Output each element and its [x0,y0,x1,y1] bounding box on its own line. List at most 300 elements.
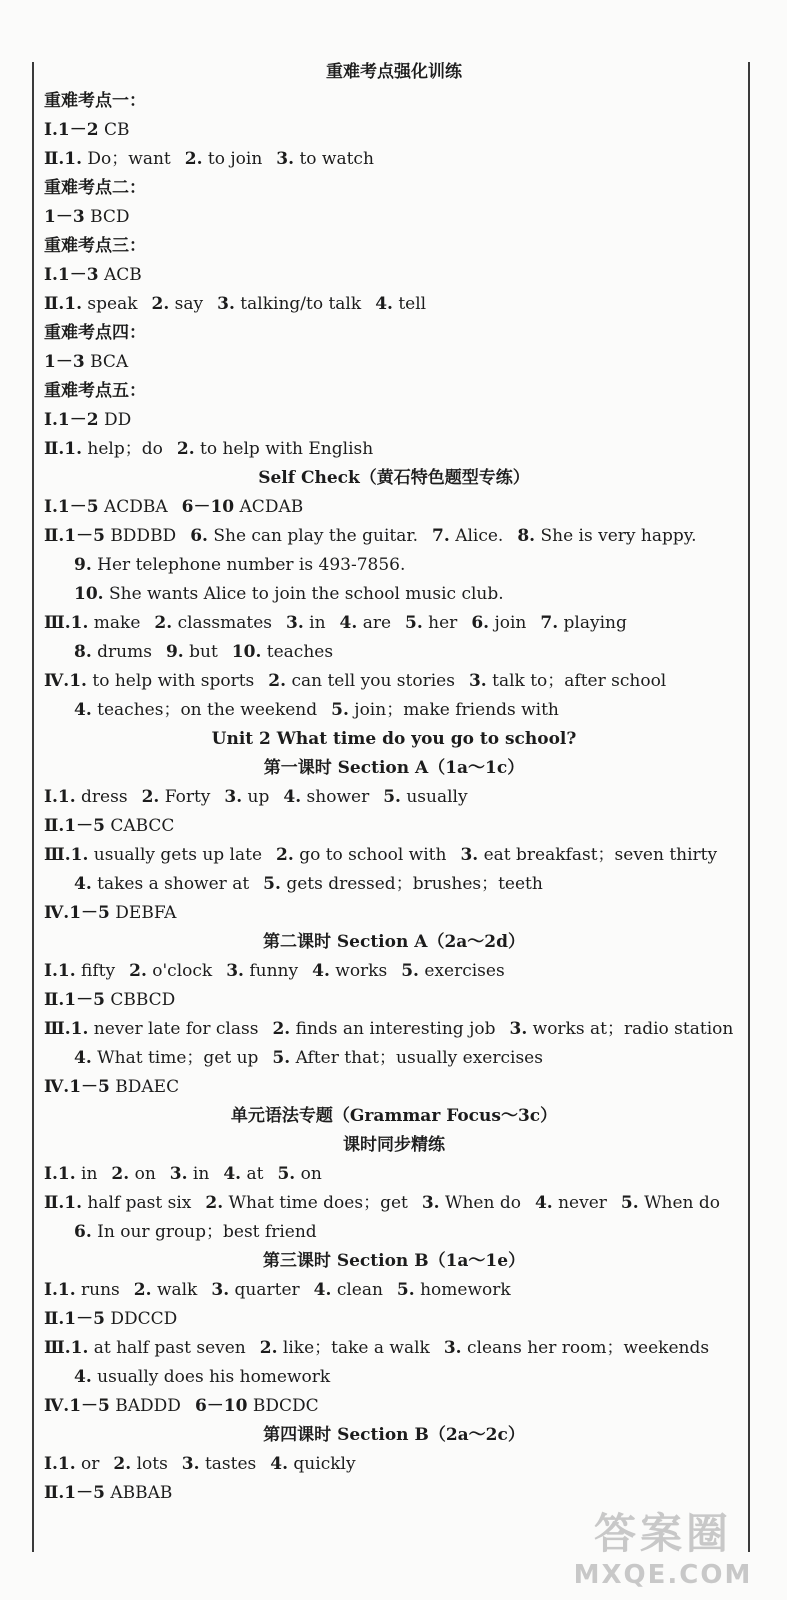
answer-continuation-line [74,1218,744,1247]
answer-text: clean [336,1280,383,1300]
question-number: 2. [276,845,294,865]
answer-item [540,609,626,638]
answer-text: teaches；on the weekend [97,700,318,720]
answer-text: gets dressed；brushes；teeth [286,874,543,894]
answer-item [432,522,503,551]
question-number: 3. [181,1454,200,1474]
question-number: 6. [190,526,208,546]
answer-continuation-line [74,1044,744,1073]
answer-text: in [81,1164,98,1184]
answer-text: In our group；best friend [97,1222,317,1242]
key-point-heading: 重难考点一： [44,91,146,111]
answer-text: never [558,1193,607,1213]
answer-text: usually does his homework [97,1367,331,1387]
question-number: 4. [270,1454,289,1474]
answer-text: walk [156,1280,198,1300]
question-number: 4. [74,1367,92,1387]
answer-item [283,783,369,812]
answer-item [44,1479,172,1508]
answer-line [44,522,744,551]
answer-text: takes a shower at [97,874,250,894]
answer-text: BDCDC [252,1396,319,1416]
answer-item [383,783,467,812]
question-number: 3. [224,787,243,807]
answer-item [44,899,176,928]
answer-item [182,1450,256,1479]
question-number: Ⅱ.1. [44,294,82,314]
answer-text: runs [81,1280,120,1300]
answer-item [397,1276,511,1305]
section-heading: 重难考点强化训练 [326,62,462,82]
question-number: 5. [396,1280,415,1300]
answer-item [129,957,212,986]
answer-item [314,1276,383,1305]
answer-text: at half past seven [93,1338,246,1358]
answer-item [422,1189,521,1218]
answer-text: ACB [103,265,142,285]
answer-item [44,783,128,812]
question-number: Ⅰ.1. [44,1280,76,1300]
answer-item [74,580,504,609]
question-number: Ⅳ.1－5 [44,1077,110,1097]
answer-item [134,1276,198,1305]
answer-line [44,1305,744,1334]
answer-item [152,290,204,319]
answer-item [74,696,317,725]
section-heading: 单元语法专题（Grammar Focus～3c） [230,1106,558,1126]
answer-text: can tell you stories [291,671,455,691]
answer-continuation-line [74,580,744,609]
answer-item [401,957,504,986]
section-heading: 课时同步精练 [343,1135,445,1155]
answer-text: playing [563,613,627,633]
question-number: 4. [74,874,92,894]
answer-item [182,493,304,522]
answer-item [312,957,387,986]
question-number: Ⅰ.1－2 [44,410,99,430]
section-heading: 第二课时 Section A（2a～2d） [262,932,526,952]
answer-text: lots [136,1454,168,1474]
answer-item [44,1189,191,1218]
answer-line [44,841,744,870]
question-number: Ⅱ.1－5 [44,1309,105,1329]
answer-item [469,667,666,696]
question-number: 5. [331,700,349,720]
answer-item [44,1305,177,1334]
answer-line [44,261,744,290]
answer-text: works at；radio station [532,1019,734,1039]
answer-continuation-line [74,870,744,899]
question-number: Ⅰ.1. [44,787,76,807]
answer-item [260,1334,430,1363]
answer-item [263,870,543,899]
answer-text: tell [398,294,427,314]
answer-item [177,435,373,464]
question-number: 2. [259,1338,278,1358]
answer-text: What time does；get [228,1193,408,1213]
answer-line [44,1276,744,1305]
question-number: 4. [283,787,302,807]
question-number: 2. [111,1164,130,1184]
answer-item [44,812,174,841]
question-number: 5. [405,613,423,633]
answer-text: shower [306,787,370,807]
answer-line [44,812,744,841]
question-number: Ⅳ.1－5 [44,1396,110,1416]
answer-item [44,1015,258,1044]
answer-text: to join [207,149,263,169]
answer-text: help；do [87,439,163,459]
answer-text: dress [81,787,128,807]
answer-text: like；take a walk [282,1338,430,1358]
question-number: 9. [165,642,184,662]
answer-text: CB [103,120,130,140]
answer-text: What time；get up [97,1048,259,1068]
question-number: Ⅲ.1. [44,1338,89,1358]
answer-text: CABCC [110,816,175,836]
answer-continuation-line [74,638,744,667]
answer-line [44,145,744,174]
section-heading: 第一课时 Section A（1a～1c） [263,758,525,778]
answer-item [211,1276,299,1305]
answer-item [44,290,138,319]
answer-text: Alice. [455,526,504,546]
question-number: 3. [226,961,244,981]
question-number: 2. [154,613,173,633]
question-number: 5. [263,874,281,894]
answer-text: quickly [293,1454,356,1474]
answer-line [44,203,744,232]
question-number: Ⅱ.1. [44,439,82,459]
answer-text: in [192,1164,210,1184]
answer-line [44,348,744,377]
answer-item [44,841,262,870]
answer-text: BADDD [115,1396,181,1416]
answer-item [44,116,129,145]
question-number: 2. [176,439,195,459]
answer-item [142,783,211,812]
answer-item [276,145,374,174]
question-number: Ⅰ.1－2 [44,120,99,140]
answer-text: to help with English [200,439,374,459]
answer-item [44,957,115,986]
question-number: 2. [205,1193,224,1213]
answer-item [195,1392,319,1421]
answer-item [44,1160,97,1189]
answer-item [224,783,269,812]
answer-item [44,667,254,696]
key-point-heading: 重难考点五： [44,381,146,401]
answer-item [621,1189,720,1218]
question-number: 5. [620,1193,639,1213]
answer-item [223,1160,263,1189]
answer-text: BDAEC [115,1077,180,1097]
question-number: 2. [184,149,203,169]
answer-text: tastes [204,1454,257,1474]
key-point-heading: 重难考点二： [44,178,146,198]
question-number: 8. [74,642,92,662]
question-number: 1－3 [44,352,85,372]
answer-item [44,609,140,638]
answer-item [44,435,163,464]
question-number: 5. [401,961,419,981]
answer-item [44,986,175,1015]
answer-item [277,1160,321,1189]
answer-item [331,696,559,725]
answer-item [205,1189,407,1218]
answer-text: Do；want [87,149,171,169]
question-number: Ⅱ.1. [44,149,82,169]
answer-item [74,638,152,667]
answer-item [226,957,298,986]
answer-text: make [93,613,141,633]
question-number: 3. [421,1193,440,1213]
answer-item [185,145,263,174]
question-number: 3. [285,613,304,633]
answer-item [166,638,218,667]
answer-continuation-line [74,696,744,725]
question-number: 6. [74,1222,92,1242]
answer-item [44,1276,120,1305]
question-number: Ⅰ.1. [44,961,76,981]
answer-text: never late for class [93,1019,259,1039]
question-number: Ⅱ.1－5 [44,990,105,1010]
question-number: 8. [517,526,536,546]
question-number: Ⅱ.1－5 [44,1483,105,1503]
answer-item [471,609,526,638]
answer-item [272,1015,495,1044]
answer-item [272,1044,543,1073]
answer-text: join；make friends with [354,700,559,720]
answer-item [44,1392,181,1421]
answer-item [44,261,142,290]
question-number: 2. [151,294,170,314]
answer-item [268,667,455,696]
answer-line [44,1073,744,1102]
answer-item [190,522,418,551]
answer-text: After that；usually exercises [295,1048,543,1068]
question-number: Ⅰ.1. [44,1454,76,1474]
question-number: Ⅱ.1－5 [44,526,105,546]
answer-text: are [362,613,392,633]
question-number: 3. [460,845,479,865]
question-number: 7. [432,526,450,546]
answer-text: join [494,613,527,633]
answer-continuation-line [74,551,744,580]
question-number: 1－3 [44,207,85,227]
answer-line [44,493,744,522]
answer-line [44,435,744,464]
answer-item [74,1363,330,1392]
answer-item [44,1073,179,1102]
answer-line [44,290,744,319]
question-number: 2. [129,961,147,981]
question-number: 2. [272,1019,291,1039]
answer-text: usually gets up late [93,845,263,865]
answer-item [44,145,171,174]
answer-text: drums [97,642,152,662]
answer-line [44,957,744,986]
answer-item [232,638,333,667]
answer-text: ABBAB [110,1483,173,1503]
question-number: Ⅳ.1. [44,671,87,691]
question-number: Ⅲ.1. [44,845,89,865]
answer-item [405,609,457,638]
answer-line [44,116,744,145]
answer-text: She is very happy. [540,526,697,546]
question-number: Ⅱ.1－5 [44,816,105,836]
question-number: 2. [133,1280,152,1300]
answer-item [509,1015,733,1044]
answer-text: ACDAB [239,497,304,517]
question-number: 5. [277,1164,296,1184]
answer-item [44,348,128,377]
answer-text: She wants Alice to join the school music club. [108,584,504,604]
answer-item [44,1450,99,1479]
answer-text: o'clock [152,961,213,981]
question-number: 4. [313,1280,332,1300]
answer-text: to help with sports [92,671,255,691]
answer-line [44,1392,744,1421]
question-number: 2. [113,1454,132,1474]
section-heading: 第三课时 Section B（1a～1e） [262,1251,526,1271]
question-number: 4. [74,700,92,720]
answer-line [44,1450,744,1479]
question-number: Ⅲ.1. [44,1019,89,1039]
answer-item [113,1450,167,1479]
answer-text: in [309,613,326,633]
answer-item [44,406,131,435]
question-number: Ⅱ.1. [44,1193,82,1213]
answer-line [44,1479,744,1508]
answer-item [170,1160,210,1189]
answer-item [460,841,717,870]
question-number: Ⅰ.1－3 [44,265,99,285]
section-heading: Self Check（黄石特色题型专练） [258,468,530,488]
answer-text: works [335,961,388,981]
answer-text: on [300,1164,322,1184]
answer-item [276,841,446,870]
question-number: Ⅳ.1－5 [44,903,110,923]
answer-line [44,609,744,638]
answer-text: Her telephone number is 493-7856. [97,555,406,575]
key-point-heading: 重难考点三： [44,236,146,256]
question-number: 3. [169,1164,188,1184]
answer-item [286,609,326,638]
question-number: 3. [509,1019,528,1039]
answer-text: talk to；after school [492,671,667,691]
answer-text: fifty [81,961,116,981]
question-number: 10. [231,642,262,662]
question-number: 3. [276,149,295,169]
answer-text: homework [420,1280,511,1300]
answer-item [375,290,426,319]
site-watermark [553,1508,773,1596]
answer-item [217,290,361,319]
question-number: 3. [211,1280,230,1300]
question-number: 5. [272,1048,291,1068]
answer-text: at [246,1164,264,1184]
answer-text: DEBFA [115,903,177,923]
answer-line [44,899,744,928]
answer-item [340,609,391,638]
answer-text: but [189,642,218,662]
question-number: Ⅰ.1. [44,1164,76,1184]
answer-text: classmates [177,613,272,633]
answer-item [111,1160,155,1189]
answer-text: or [81,1454,100,1474]
answer-item [74,551,405,580]
answer-item [444,1334,709,1363]
section-heading: Unit 2 What time do you go to school? [211,729,577,749]
question-number: 3. [468,671,487,691]
question-number: 5. [383,787,401,807]
answer-line [44,406,744,435]
answer-text: She can play the guitar. [213,526,419,546]
answer-item [74,1044,258,1073]
answer-text: BCD [90,207,130,227]
answer-text: BDDBD [110,526,177,546]
question-number: 6. [471,613,490,633]
question-number: 4. [74,1048,92,1068]
answer-text: Forty [164,787,211,807]
answer-text: half past six [87,1193,192,1213]
question-number: 9. [74,555,92,575]
answer-item [44,522,176,551]
answer-text: When do [644,1193,721,1213]
answer-item [154,609,272,638]
answer-continuation-line [74,1363,744,1392]
answer-item [44,203,130,232]
answer-line [44,667,744,696]
answer-text: talking/to talk [240,294,362,314]
question-number: 4. [339,613,358,633]
answer-line [44,783,744,812]
answer-text: ACDBA [103,497,168,517]
answer-line [44,1015,744,1044]
answer-text: her [428,613,458,633]
answer-text: exercises [424,961,505,981]
answer-item [517,522,696,551]
answer-text: funny [249,961,299,981]
answer-text: cleans her room；weekends [467,1338,710,1358]
question-number: 7. [540,613,559,633]
answer-line [44,1334,744,1363]
answer-text: quarter [234,1280,300,1300]
answer-text: teaches [266,642,334,662]
answer-text: on [134,1164,156,1184]
question-number: 3. [443,1338,462,1358]
question-number: 6－10 [181,497,235,517]
question-number: 4. [223,1164,242,1184]
watermark-logo-text: 答案圈 [593,1509,732,1558]
question-number: 4. [312,961,330,981]
answer-text: eat breakfast；seven thirty [483,845,718,865]
answer-line [44,1160,744,1189]
answer-text: speak [87,294,138,314]
answer-item [535,1189,607,1218]
question-number: Ⅲ.1. [44,613,89,633]
question-number: 4. [375,294,393,314]
answer-item [74,870,249,899]
answer-text: When do [445,1193,521,1213]
section-heading: 第四课时 Section B（2a～2c） [263,1425,525,1445]
left-margin-rule [32,62,34,1552]
answer-text: DD [103,410,132,430]
question-number: 3. [217,294,235,314]
question-number: 4. [534,1193,553,1213]
answer-text: DDCCD [110,1309,178,1329]
